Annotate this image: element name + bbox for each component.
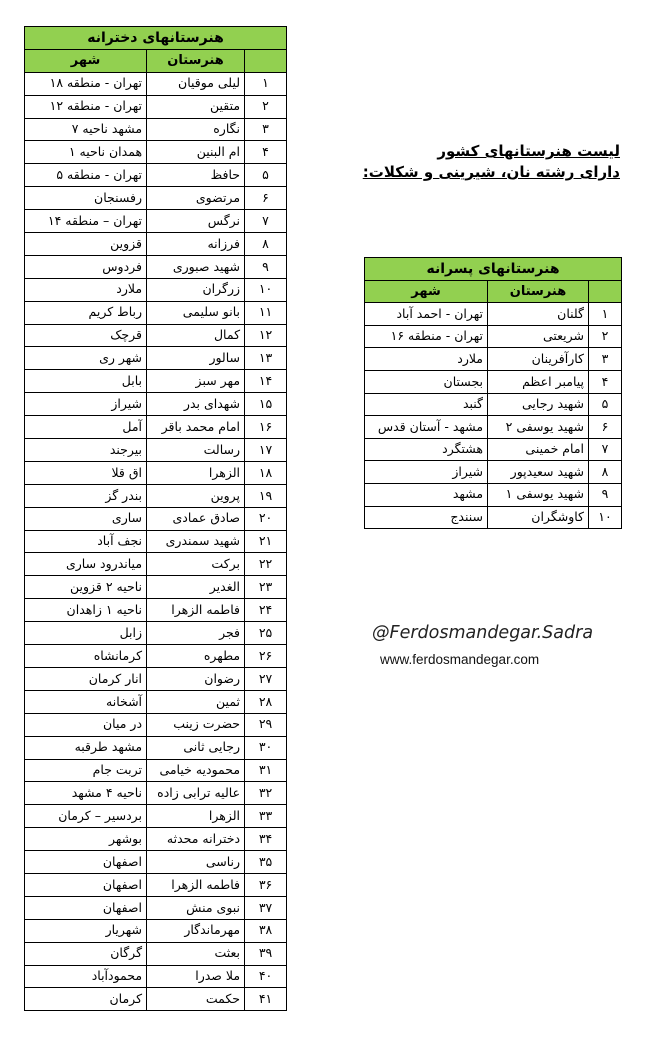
school-name: سالور <box>147 347 245 370</box>
city-name: میاندرود ساری <box>25 553 147 576</box>
row-number: ۴۰ <box>245 965 287 988</box>
row-number: ۳ <box>589 348 622 371</box>
table-row <box>25 187 287 210</box>
school-name: دخترانه محدثه <box>147 828 245 851</box>
city-name: مشهد <box>365 483 488 506</box>
table-row <box>25 141 287 164</box>
city-name: شیراز <box>365 461 488 484</box>
school-name: متقین <box>147 95 245 118</box>
table-row <box>365 483 622 506</box>
school-name: شهید رجایی <box>488 393 589 416</box>
school-name: شهدای بدر <box>147 393 245 416</box>
boys-school-header: هنرستان <box>488 280 589 303</box>
row-number: ۲ <box>245 95 287 118</box>
school-name: الغدیر <box>147 576 245 599</box>
school-name: نبوی منش <box>147 896 245 919</box>
city-name: اصفهان <box>25 851 147 874</box>
row-number: ۸ <box>589 461 622 484</box>
row-number: ۳۰ <box>245 736 287 759</box>
table-row <box>25 118 287 141</box>
table-row <box>25 301 287 324</box>
city-name: بیرجند <box>25 439 147 462</box>
city-name: رباط کریم <box>25 301 147 324</box>
table-row <box>25 988 287 1011</box>
row-number: ۴ <box>589 370 622 393</box>
row-number: ۶ <box>245 187 287 210</box>
row-number: ۵ <box>589 393 622 416</box>
row-number: ۲۵ <box>245 622 287 645</box>
table-row <box>25 370 287 393</box>
row-number: ۱۸ <box>245 461 287 484</box>
row-number: ۸ <box>245 233 287 256</box>
table-row <box>25 416 287 439</box>
table-row <box>25 828 287 851</box>
table-row <box>25 347 287 370</box>
boys-schools-table <box>364 257 622 529</box>
table-row <box>25 942 287 965</box>
row-number: ۱۷ <box>245 439 287 462</box>
city-name: مشهد طرقبه <box>25 736 147 759</box>
row-number: ۱۰ <box>245 278 287 301</box>
row-number: ۳۱ <box>245 759 287 782</box>
row-number: ۱۹ <box>245 484 287 507</box>
table-row <box>25 667 287 690</box>
city-name: اصفهان <box>25 896 147 919</box>
city-name: تهران - منطقه ۵ <box>25 164 147 187</box>
row-number: ۱۰ <box>589 506 622 529</box>
city-name: انار کرمان <box>25 667 147 690</box>
table-row <box>25 255 287 278</box>
school-name: عالیه ترابی زاده <box>147 782 245 805</box>
row-number: ۲۲ <box>245 553 287 576</box>
row-number: ۵ <box>245 164 287 187</box>
instagram-handle: @Ferdosmandegar.Sadra <box>372 623 594 643</box>
table-row <box>25 713 287 736</box>
school-name: رناسی <box>147 851 245 874</box>
row-number: ۱۲ <box>245 324 287 347</box>
girls-city-header: شهر <box>25 49 147 72</box>
table-row <box>25 782 287 805</box>
city-name: نجف آباد <box>25 530 147 553</box>
city-name: ناحیه ۱ زاهدان <box>25 599 147 622</box>
row-number: ۲۰ <box>245 507 287 530</box>
row-number: ۲۴ <box>245 599 287 622</box>
school-name: کمال <box>147 324 245 347</box>
school-name: رسالت <box>147 439 245 462</box>
city-name: بردسیر – کرمان <box>25 805 147 828</box>
table-row <box>365 348 622 371</box>
table-row <box>25 324 287 347</box>
school-name: امام محمد باقر <box>147 416 245 439</box>
table-row <box>25 736 287 759</box>
city-name: ناحیه ۴ مشهد <box>25 782 147 805</box>
row-number: ۴۱ <box>245 988 287 1011</box>
table-row <box>25 690 287 713</box>
table-row <box>365 416 622 439</box>
school-name: بعثت <box>147 942 245 965</box>
table-row <box>365 461 622 484</box>
list-heading <box>330 141 620 183</box>
table-row <box>365 303 622 326</box>
school-name: شهید سمندری <box>147 530 245 553</box>
city-name: رفسنجان <box>25 187 147 210</box>
city-name: شهر ری <box>25 347 147 370</box>
girls-table-title: هنرستانهای دخترانه <box>25 27 287 50</box>
city-name: کرمانشاه <box>25 645 147 668</box>
row-number: ۴ <box>245 141 287 164</box>
city-name: در میان <box>25 713 147 736</box>
row-number: ۱ <box>589 303 622 326</box>
city-name: اق قلا <box>25 461 147 484</box>
table-row <box>25 530 287 553</box>
school-name: ملا صدرا <box>147 965 245 988</box>
city-name: تهران – منطقه ۱۴ <box>25 210 147 233</box>
table-row <box>25 439 287 462</box>
table-row <box>25 759 287 782</box>
school-name: شهید سعیدپور <box>488 461 589 484</box>
city-name: ناحیه ۲ قزوین <box>25 576 147 599</box>
table-row <box>25 233 287 256</box>
school-name: پیامبر اعظم <box>488 370 589 393</box>
city-name: اصفهان <box>25 873 147 896</box>
city-name: ملارد <box>365 348 488 371</box>
school-name: مهر سبز <box>147 370 245 393</box>
table-row <box>25 645 287 668</box>
table-row <box>365 370 622 393</box>
girls-school-header: هنرستان <box>147 49 245 72</box>
city-name: سنندج <box>365 506 488 529</box>
city-name: بابل <box>25 370 147 393</box>
row-number: ۳۷ <box>245 896 287 919</box>
school-name: رضوان <box>147 667 245 690</box>
school-name: پروین <box>147 484 245 507</box>
table-row <box>25 72 287 95</box>
city-name: بوشهر <box>25 828 147 851</box>
row-number: ۱۴ <box>245 370 287 393</box>
row-number: ۳۵ <box>245 851 287 874</box>
table-row <box>25 393 287 416</box>
row-number: ۱۳ <box>245 347 287 370</box>
row-number: ۹ <box>589 483 622 506</box>
city-name: گنبد <box>365 393 488 416</box>
school-name: مهرماندگار <box>147 919 245 942</box>
school-name: کارآفرینان <box>488 348 589 371</box>
table-row <box>365 325 622 348</box>
city-name: آشخانه <box>25 690 147 713</box>
city-name: ساری <box>25 507 147 530</box>
row-number: ۳۹ <box>245 942 287 965</box>
table-row <box>25 576 287 599</box>
school-name: فجر <box>147 622 245 645</box>
table-row <box>25 461 287 484</box>
city-name: مشهد - آستان قدس <box>365 416 488 439</box>
row-number: ۳۳ <box>245 805 287 828</box>
school-name: رجایی ثانی <box>147 736 245 759</box>
table-row <box>25 507 287 530</box>
school-name: فرزانه <box>147 233 245 256</box>
row-number: ۱ <box>245 72 287 95</box>
boys-number-header <box>589 280 622 303</box>
school-name: نگاره <box>147 118 245 141</box>
school-name: مطهره <box>147 645 245 668</box>
school-name: مرتضوی <box>147 187 245 210</box>
city-name: گرگان <box>25 942 147 965</box>
table-row <box>25 919 287 942</box>
table-row <box>25 805 287 828</box>
table-row <box>25 599 287 622</box>
girls-number-header <box>245 49 287 72</box>
school-name: شهید یوسفی ۲ <box>488 416 589 439</box>
city-name: قزوین <box>25 233 147 256</box>
school-name: فاطمه الزهرا <box>147 599 245 622</box>
school-name: حضرت زینب <box>147 713 245 736</box>
row-number: ۲۶ <box>245 645 287 668</box>
school-name: کاوشگران <box>488 506 589 529</box>
heading-line-2: دارای رشته نان، شیرینی و شکلات: <box>362 163 620 181</box>
row-number: ۱۶ <box>245 416 287 439</box>
city-name: شیراز <box>25 393 147 416</box>
table-row <box>365 438 622 461</box>
boys-city-header: شهر <box>365 280 488 303</box>
table-row <box>25 622 287 645</box>
school-name: گلنان <box>488 303 589 326</box>
row-number: ۲۹ <box>245 713 287 736</box>
row-number: ۳ <box>245 118 287 141</box>
table-row <box>25 851 287 874</box>
city-name: ملارد <box>25 278 147 301</box>
city-name: فردوس <box>25 255 147 278</box>
school-name: برکت <box>147 553 245 576</box>
school-name: شریعتی <box>488 325 589 348</box>
city-name: همدان ناحیه ۱ <box>25 141 147 164</box>
row-number: ۲۱ <box>245 530 287 553</box>
school-name: زرگران <box>147 278 245 301</box>
row-number: ۲۷ <box>245 667 287 690</box>
table-row <box>365 506 622 529</box>
table-row <box>365 393 622 416</box>
girls-schools-table <box>24 26 287 1011</box>
table-row <box>25 164 287 187</box>
school-name: حافظ <box>147 164 245 187</box>
table-row <box>25 210 287 233</box>
table-row <box>25 873 287 896</box>
row-number: ۲۳ <box>245 576 287 599</box>
row-number: ۳۴ <box>245 828 287 851</box>
row-number: ۷ <box>589 438 622 461</box>
city-name: تهران - منطقه ۱۲ <box>25 95 147 118</box>
city-name: مشهد ناحیه ۷ <box>25 118 147 141</box>
row-number: ۲ <box>589 325 622 348</box>
row-number: ۳۸ <box>245 919 287 942</box>
school-name: نرگس <box>147 210 245 233</box>
city-name: بندر گز <box>25 484 147 507</box>
table-row <box>25 896 287 919</box>
school-name: محمودیه خیامی <box>147 759 245 782</box>
school-name: امام خمینی <box>488 438 589 461</box>
school-name: ثمین <box>147 690 245 713</box>
city-name: تهران - احمد آباد <box>365 303 488 326</box>
table-row <box>25 278 287 301</box>
school-name: صادق عمادی <box>147 507 245 530</box>
city-name: محمودآباد <box>25 965 147 988</box>
boys-table-title: هنرستانهای پسرانه <box>365 258 622 281</box>
heading-line-1: لیست هنرستانهای کشور <box>437 142 620 160</box>
school-name: شهید یوسفی ۱ <box>488 483 589 506</box>
city-name: تربت جام <box>25 759 147 782</box>
row-number: ۹ <box>245 255 287 278</box>
city-name: کرمان <box>25 988 147 1011</box>
city-name: بجستان <box>365 370 488 393</box>
table-row <box>25 95 287 118</box>
table-row <box>25 484 287 507</box>
school-name: حکمت <box>147 988 245 1011</box>
row-number: ۱۵ <box>245 393 287 416</box>
school-name: ام البنین <box>147 141 245 164</box>
row-number: ۳۶ <box>245 873 287 896</box>
row-number: ۳۲ <box>245 782 287 805</box>
row-number: ۷ <box>245 210 287 233</box>
table-row <box>25 965 287 988</box>
city-name: قرچک <box>25 324 147 347</box>
row-number: ۱۱ <box>245 301 287 324</box>
school-name: الزهرا <box>147 805 245 828</box>
school-name: بانو سلیمی <box>147 301 245 324</box>
row-number: ۶ <box>589 416 622 439</box>
city-name: تهران - منطقه ۱۶ <box>365 325 488 348</box>
city-name: زابل <box>25 622 147 645</box>
school-name: شهید صبوری <box>147 255 245 278</box>
school-name: فاطمه الزهرا <box>147 873 245 896</box>
row-number: ۲۸ <box>245 690 287 713</box>
school-name: الزهرا <box>147 461 245 484</box>
city-name: هشتگرد <box>365 438 488 461</box>
table-row <box>25 553 287 576</box>
website-url[interactable]: www.ferdosmandegar.com <box>380 652 540 667</box>
city-name: تهران - منطقه ۱۸ <box>25 72 147 95</box>
city-name: شهریار <box>25 919 147 942</box>
city-name: آمل <box>25 416 147 439</box>
school-name: لیلی موقیان <box>147 72 245 95</box>
